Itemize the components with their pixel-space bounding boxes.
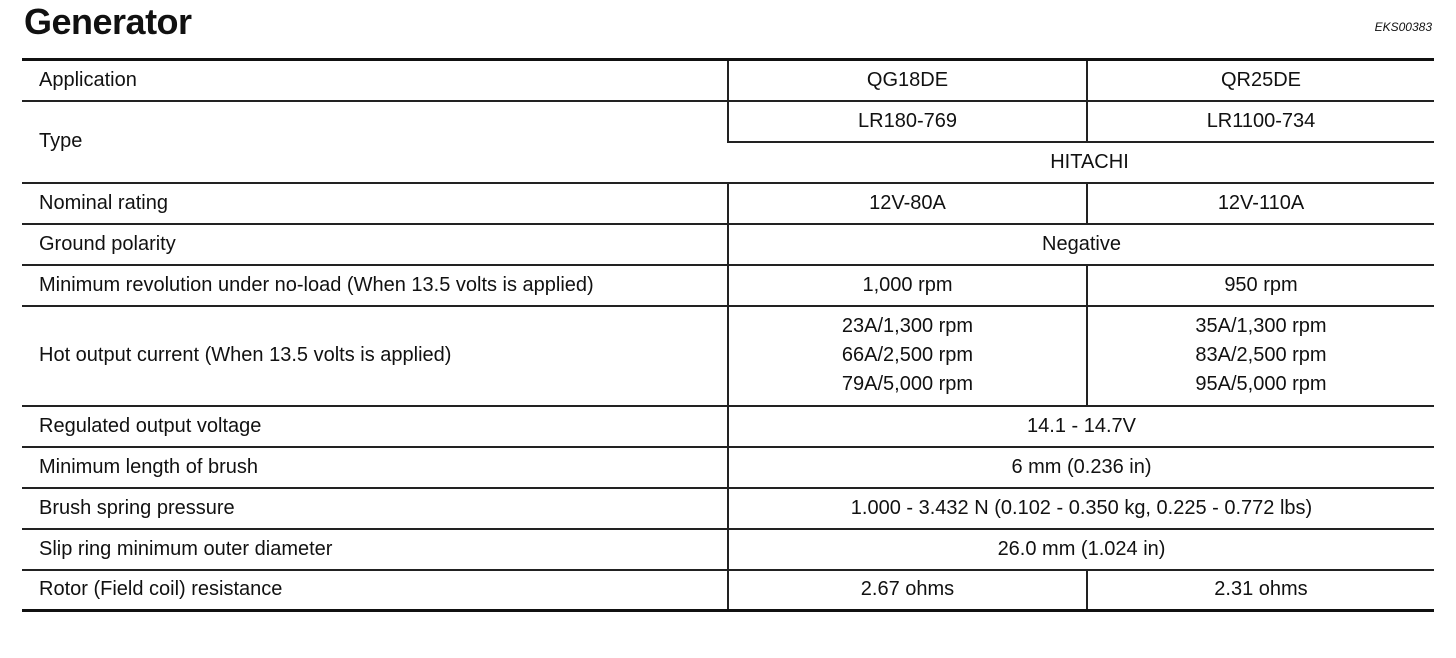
hot-value: 66A/2,500 rpm bbox=[841, 344, 974, 366]
row-ground-polarity bbox=[22, 224, 1434, 265]
hot-value: 23A/1,300 rpm bbox=[841, 315, 974, 337]
row-label: Minimum revolution under no-load (When 13.5 volts is applied) bbox=[22, 265, 728, 306]
row-brush-spring-pressure bbox=[22, 488, 1434, 529]
page-title: Generator bbox=[24, 1, 192, 42]
row-label: Ground polarity bbox=[22, 224, 728, 265]
hot-value: 95A/5,000 rpm bbox=[1195, 373, 1327, 395]
row-hot-output-current bbox=[22, 306, 1434, 406]
rotor-qg18de: 2.67 ohms bbox=[728, 570, 1087, 611]
minrev-qr25de: 950 rpm bbox=[1087, 265, 1434, 306]
row-minimum-revolution bbox=[22, 265, 1434, 306]
generator-spec-table bbox=[22, 58, 1434, 612]
hot-qg18de bbox=[728, 306, 1087, 406]
manufacturer-value: HITACHI bbox=[728, 142, 1434, 183]
row-label: Regulated output voltage bbox=[22, 406, 728, 447]
hot-value: 79A/5,000 rpm bbox=[841, 373, 974, 395]
row-slip-ring-diameter bbox=[22, 529, 1434, 570]
row-label: Hot output current (When 13.5 volts is applied) bbox=[22, 306, 728, 406]
hot-qr25de bbox=[1087, 306, 1434, 406]
spring-value: 1.000 - 3.432 N (0.102 - 0.350 kg, 0.225 - 0.772 lbs) bbox=[728, 488, 1434, 529]
row-brush-length bbox=[22, 447, 1434, 488]
regulated-value: 14.1 - 14.7V bbox=[728, 406, 1434, 447]
slip-value: 26.0 mm (1.024 in) bbox=[728, 529, 1434, 570]
row-regulated-voltage bbox=[22, 406, 1434, 447]
row-label: Type bbox=[22, 101, 728, 183]
row-nominal-rating bbox=[22, 183, 1434, 224]
brush-length-value: 6 mm (0.236 in) bbox=[728, 447, 1434, 488]
nominal-qg18de: 12V-80A bbox=[728, 183, 1087, 224]
row-label: Minimum length of brush bbox=[22, 447, 728, 488]
minrev-qg18de: 1,000 rpm bbox=[728, 265, 1087, 306]
type-qg18de: LR180-769 bbox=[728, 101, 1087, 142]
nominal-qr25de: 12V-110A bbox=[1087, 183, 1434, 224]
row-label: Application bbox=[39, 68, 137, 91]
model-qr25de: QR25DE bbox=[1087, 60, 1434, 101]
row-label: Nominal rating bbox=[22, 183, 728, 224]
row-rotor-resistance bbox=[22, 570, 1434, 611]
ground-value: Negative bbox=[728, 224, 1434, 265]
row-label: Rotor (Field coil) resistance bbox=[22, 570, 728, 611]
row-label: Slip ring minimum outer diameter bbox=[22, 529, 728, 570]
document-code: EKS00383 bbox=[1374, 20, 1432, 34]
row-type bbox=[22, 101, 1434, 142]
hot-value: 35A/1,300 rpm bbox=[1195, 315, 1327, 337]
hot-value: 83A/2,500 rpm bbox=[1195, 344, 1327, 366]
row-label: Brush spring pressure bbox=[22, 488, 728, 529]
row-application bbox=[22, 60, 1434, 101]
model-qg18de: QG18DE bbox=[728, 60, 1087, 101]
rotor-qr25de: 2.31 ohms bbox=[1087, 570, 1434, 611]
type-qr25de: LR1100-734 bbox=[1087, 101, 1434, 142]
